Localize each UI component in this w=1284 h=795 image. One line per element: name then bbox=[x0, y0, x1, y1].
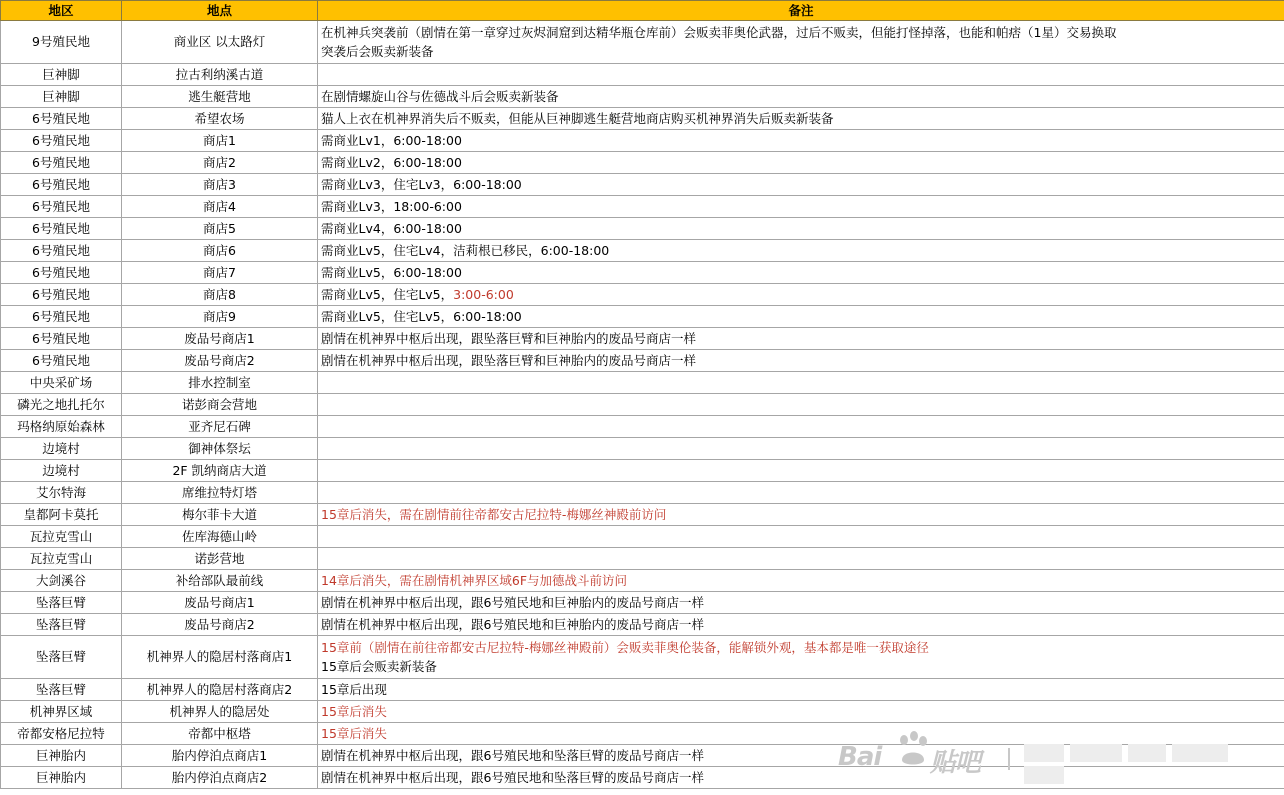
table-row bbox=[1, 548, 1284, 570]
cell-location: 亚齐尼石碑 bbox=[122, 416, 318, 438]
cell-location: 机神界人的隐居村落商店2 bbox=[122, 679, 318, 701]
cell-note bbox=[318, 438, 1284, 460]
watermark-text: Bai bbox=[838, 742, 882, 772]
cell-note bbox=[318, 460, 1284, 482]
table-row bbox=[1, 21, 1284, 64]
note-line: 需商业Lv1，6:00-18:00 bbox=[321, 132, 462, 148]
cell-location: 胎内停泊点商店2 bbox=[122, 767, 318, 789]
cell-region: 6号殖民地 bbox=[1, 218, 122, 240]
table-row bbox=[1, 767, 1284, 789]
cell-region: 坠落巨臂 bbox=[1, 636, 122, 679]
cell-region: 艾尔特海 bbox=[1, 482, 122, 504]
cell-location: 排水控制室 bbox=[122, 372, 318, 394]
table-row bbox=[1, 482, 1284, 504]
cell-note bbox=[318, 328, 1284, 350]
note-line: 剧情在机神界中枢后出现，跟6号殖民地和巨神胎内的废品号商店一样 bbox=[321, 594, 704, 610]
cell-location: 废品号商店2 bbox=[122, 614, 318, 636]
cell-region: 6号殖民地 bbox=[1, 350, 122, 372]
cell-note bbox=[318, 306, 1284, 328]
table-row bbox=[1, 526, 1284, 548]
cell-region: 坠落巨臂 bbox=[1, 679, 122, 701]
cell-region: 瓦拉克雪山 bbox=[1, 526, 122, 548]
table-row bbox=[1, 196, 1284, 218]
cell-region: 6号殖民地 bbox=[1, 328, 122, 350]
note-line: 15章前（剧情在前往帝都安古尼拉特-梅娜丝神殿前）会贩卖菲奥伦装备，能解锁外观，基本都是唯一获取途径 bbox=[321, 640, 929, 655]
cell-region: 边境村 bbox=[1, 460, 122, 482]
cell-region: 磷光之地扎托尔 bbox=[1, 394, 122, 416]
cell-location: 机神界人的隐居处 bbox=[122, 701, 318, 723]
cell-note bbox=[318, 64, 1284, 86]
cell-location: 废品号商店2 bbox=[122, 350, 318, 372]
cell-location: 佐库海德山岭 bbox=[122, 526, 318, 548]
note-line: 需商业Lv3，住宅Lv3，6:00-18:00 bbox=[321, 176, 522, 192]
cell-region: 6号殖民地 bbox=[1, 284, 122, 306]
cell-location: 商店3 bbox=[122, 174, 318, 196]
table-row bbox=[1, 614, 1284, 636]
cell-location: 帝都中枢塔 bbox=[122, 723, 318, 745]
cell-note bbox=[318, 504, 1284, 526]
cell-region: 6号殖民地 bbox=[1, 130, 122, 152]
cell-location: 废品号商店1 bbox=[122, 592, 318, 614]
cell-region: 巨神脚 bbox=[1, 64, 122, 86]
table-row bbox=[1, 636, 1284, 679]
table-row bbox=[1, 350, 1284, 372]
note-line: 需商业Lv2，6:00-18:00 bbox=[321, 154, 462, 170]
table-row bbox=[1, 284, 1284, 306]
note-line: 剧情在机神界中枢后出现，跟6号殖民地和巨神胎内的废品号商店一样 bbox=[321, 616, 704, 632]
note-line: 15章后消失 bbox=[321, 703, 387, 719]
cell-note bbox=[318, 262, 1284, 284]
cell-note bbox=[318, 745, 1284, 767]
cell-region: 边境村 bbox=[1, 438, 122, 460]
cell-location: 商店9 bbox=[122, 306, 318, 328]
cell-region: 大剑溪谷 bbox=[1, 570, 122, 592]
cell-location: 商店4 bbox=[122, 196, 318, 218]
cell-location: 诺彭商会营地 bbox=[122, 394, 318, 416]
cell-note bbox=[318, 240, 1284, 262]
header-row bbox=[1, 1, 1284, 21]
cell-region: 巨神胎内 bbox=[1, 745, 122, 767]
cell-region: 6号殖民地 bbox=[1, 152, 122, 174]
table-row bbox=[1, 438, 1284, 460]
header-note: 备注 bbox=[318, 1, 1284, 21]
cell-note bbox=[318, 86, 1284, 108]
note-line: 需商业Lv3，18:00-6:00 bbox=[321, 198, 462, 214]
cell-note bbox=[318, 548, 1284, 570]
cell-note bbox=[318, 767, 1284, 789]
cell-region: 6号殖民地 bbox=[1, 306, 122, 328]
cell-note bbox=[318, 570, 1284, 592]
cell-location: 诺彭营地 bbox=[122, 548, 318, 570]
note-line: 剧情在机神界中枢后出现，跟坠落巨臂和巨神胎内的废品号商店一样 bbox=[321, 330, 697, 346]
cell-location: 补给部队最前线 bbox=[122, 570, 318, 592]
cell-location: 2F 凯纳商店大道 bbox=[122, 460, 318, 482]
note-line: 需商业Lv5，住宅Lv5，6:00-18:00 bbox=[321, 308, 522, 324]
cell-region: 瓦拉克雪山 bbox=[1, 548, 122, 570]
note-line: 剧情在机神界中枢后出现，跟6号殖民地和坠落巨臂的废品号商店一样 bbox=[321, 747, 704, 763]
cell-note bbox=[318, 152, 1284, 174]
note-line: 需商业Lv5，6:00-18:00 bbox=[321, 264, 462, 280]
note-red-time: 3:00-6:00 bbox=[453, 286, 514, 302]
note-line: 需商业Lv5，住宅Lv5， bbox=[321, 286, 454, 302]
table-row bbox=[1, 262, 1284, 284]
cell-location: 胎内停泊点商店1 bbox=[122, 745, 318, 767]
cell-note bbox=[318, 196, 1284, 218]
cell-location: 逃生艇营地 bbox=[122, 86, 318, 108]
table-row bbox=[1, 328, 1284, 350]
cell-location: 商业区 以太路灯 bbox=[122, 21, 318, 64]
cell-note bbox=[318, 701, 1284, 723]
cell-note bbox=[318, 394, 1284, 416]
cell-note bbox=[318, 679, 1284, 701]
cell-region: 巨神脚 bbox=[1, 86, 122, 108]
table-row bbox=[1, 460, 1284, 482]
header-region: 地区 bbox=[1, 1, 122, 21]
table-row bbox=[1, 240, 1284, 262]
table-row bbox=[1, 394, 1284, 416]
cell-note bbox=[318, 592, 1284, 614]
cell-note bbox=[318, 636, 1284, 679]
table-row bbox=[1, 723, 1284, 745]
cell-note bbox=[318, 482, 1284, 504]
cell-location: 梅尔菲卡大道 bbox=[122, 504, 318, 526]
table-row bbox=[1, 130, 1284, 152]
cell-note bbox=[318, 174, 1284, 196]
table-row bbox=[1, 745, 1284, 767]
cell-region: 机神界区域 bbox=[1, 701, 122, 723]
table-row bbox=[1, 174, 1284, 196]
note-line: 在剧情螺旋山谷与佐德战斗后会贩卖新装备 bbox=[321, 88, 559, 104]
cell-location: 席维拉特灯塔 bbox=[122, 482, 318, 504]
cell-note bbox=[318, 350, 1284, 372]
cell-region: 6号殖民地 bbox=[1, 262, 122, 284]
cell-note bbox=[318, 526, 1284, 548]
note-line: 14章后消失，需在剧情机神界区域6F与加德战斗前访问 bbox=[321, 572, 628, 588]
table-row bbox=[1, 592, 1284, 614]
note-line: 突袭后会贩卖新装备 bbox=[321, 44, 434, 59]
cell-note bbox=[318, 372, 1284, 394]
cell-location: 商店8 bbox=[122, 284, 318, 306]
cell-region: 6号殖民地 bbox=[1, 196, 122, 218]
note-line: 在机神兵突袭前（剧情在第一章穿过灰烬洞窟到达精华瓶仓库前）会贩卖菲奥伦武器，过后不贩卖，但能打怪掉落，也能和帕痞（1星）交易换取 bbox=[321, 25, 1117, 40]
table-row bbox=[1, 701, 1284, 723]
note-line: 15章后消失 bbox=[321, 725, 387, 741]
table-body bbox=[1, 21, 1284, 789]
cell-location: 废品号商店1 bbox=[122, 328, 318, 350]
cell-note bbox=[318, 723, 1284, 745]
table-row bbox=[1, 416, 1284, 438]
cell-location: 机神界人的隐居村落商店1 bbox=[122, 636, 318, 679]
cell-region: 中央采矿场 bbox=[1, 372, 122, 394]
table-row bbox=[1, 372, 1284, 394]
cell-location: 商店7 bbox=[122, 262, 318, 284]
note-line: 需商业Lv5，住宅Lv4，洁莉根已移民，6:00-18:00 bbox=[321, 242, 610, 258]
table-row bbox=[1, 218, 1284, 240]
cell-note bbox=[318, 614, 1284, 636]
table-row bbox=[1, 152, 1284, 174]
note-line: 15章后出现 bbox=[321, 681, 387, 697]
cell-region: 6号殖民地 bbox=[1, 240, 122, 262]
note-line: 剧情在机神界中枢后出现，跟6号殖民地和坠落巨臂的废品号商店一样 bbox=[321, 769, 704, 785]
cell-note bbox=[318, 21, 1284, 64]
table-row bbox=[1, 504, 1284, 526]
cell-note bbox=[318, 416, 1284, 438]
table-row bbox=[1, 86, 1284, 108]
cell-location: 商店2 bbox=[122, 152, 318, 174]
cell-note bbox=[318, 218, 1284, 240]
table-row bbox=[1, 108, 1284, 130]
cell-location: 御神体祭坛 bbox=[122, 438, 318, 460]
cell-region: 坠落巨臂 bbox=[1, 614, 122, 636]
table-row bbox=[1, 679, 1284, 701]
cell-location: 希望农场 bbox=[122, 108, 318, 130]
note-line: 15章后会贩卖新装备 bbox=[321, 659, 437, 674]
cell-region: 6号殖民地 bbox=[1, 108, 122, 130]
table-row bbox=[1, 64, 1284, 86]
table-row bbox=[1, 570, 1284, 592]
note-line: 15章后消失，需在剧情前往帝都安古尼拉特-梅娜丝神殿前访问 bbox=[321, 506, 667, 522]
watermark-tieba: 贴吧 bbox=[930, 748, 981, 778]
cell-note bbox=[318, 108, 1284, 130]
note-line: 需商业Lv4，6:00-18:00 bbox=[321, 220, 462, 236]
cell-location: 商店5 bbox=[122, 218, 318, 240]
note-line: 剧情在机神界中枢后出现，跟坠落巨臂和巨神胎内的废品号商店一样 bbox=[321, 352, 697, 368]
cell-region: 帝都安格尼拉特 bbox=[1, 723, 122, 745]
cell-region: 6号殖民地 bbox=[1, 174, 122, 196]
table-row bbox=[1, 306, 1284, 328]
cell-note bbox=[318, 284, 1284, 306]
cell-region: 巨神胎内 bbox=[1, 767, 122, 789]
cell-region: 坠落巨臂 bbox=[1, 592, 122, 614]
cell-note bbox=[318, 130, 1284, 152]
cell-location: 商店1 bbox=[122, 130, 318, 152]
cell-region: 玛格纳原始森林 bbox=[1, 416, 122, 438]
cell-region: 9号殖民地 bbox=[1, 21, 122, 64]
note-line: 猫人上衣在机神界消失后不贩卖，但能从巨神脚逃生艇营地商店购买机神界消失后贩卖新装备 bbox=[321, 110, 834, 126]
header-location: 地点 bbox=[122, 1, 318, 21]
cell-region: 皇都阿卡莫托 bbox=[1, 504, 122, 526]
cell-location: 拉古利纳溪古道 bbox=[122, 64, 318, 86]
cell-location: 商店6 bbox=[122, 240, 318, 262]
